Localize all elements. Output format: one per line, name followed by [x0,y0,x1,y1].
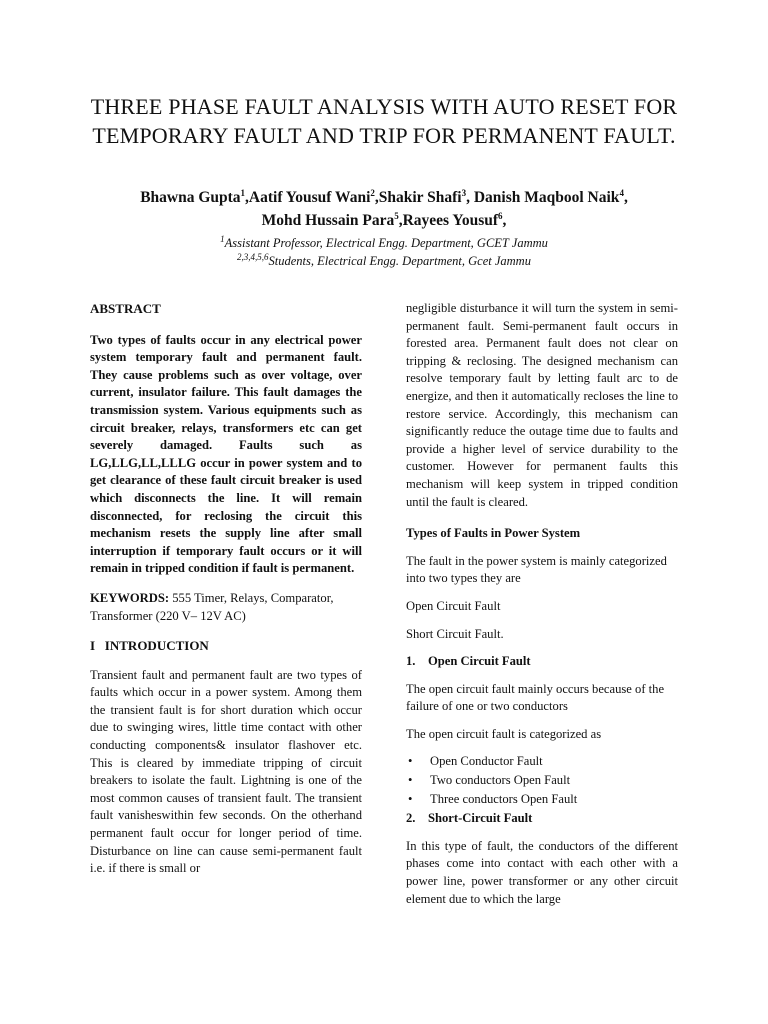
continued-text: negligible disturbance it will turn the system in semi-permanent fault. Semi-permanent fault occurs in forested area. Permanent fault does not clear on tripping & reclosing. The designed mechanism can resolve temporary fault by letting fault arc to de energize, and then it automatically recloses the line to restore service. Accordingly, this mechanism can significantly reduce the outage time due to faults and provide a higher level of service durability to the customer. However for permanent faults this mechanism will keep system in tripped condition until the fault is cleared. [406,301,678,509]
section-short-circuit-heading [406,810,678,828]
author-line-2 [60,209,708,232]
types-text: The fault in the power system is mainly categorized into two types they are [406,553,667,586]
author-name: Aatif Yousuf Wani [248,189,371,206]
abstract-heading: ABSTRACT [90,301,161,316]
author-sup: 1 [240,187,246,198]
author-sep: , [374,189,379,206]
affiliation-sup: 1 [220,233,225,244]
abstract-text: Two types of faults occur in any electrical power system temporary fault and permanent fault. They cause problems such as over voltage, over current, insulator failure. This fault damages the transmission system. Various equipments such as circuit breaker, relays, transformers etc can get severely damaged. Faults such as LG,LLG,LL,LLLG occur in power system and to get clearance of these fault circuit breaker is used which disconnects the line. It will remain disconnected, for reclosing the circuit this mechanism resets the supply line after small interruption if temporary fault occurs or it will remain in tripped condition if fault is permanent. [90,332,362,576]
author-sup: 6 [498,210,503,221]
keywords-label: KEYWORDS: [90,590,170,605]
bullet-icon: • [408,791,413,806]
author-sep: , [502,212,507,229]
list-item-text: Two conductors Open Fault [430,773,571,788]
affiliation-2 [60,252,708,270]
author-name: Shakir Shafi [378,189,462,206]
author-sup: 2 [370,187,375,198]
introduction-text: Transient fault and permanent fault are two types of faults which occur in a power system. Among them the transient fault is for short duration which occur due to swinging wires, little time contact with other conducting components& insulator flashover etc. This is cleared by immediate tripping of circuit breakers to isolate the fault. Lightning is one of the most common causes of transient fault. The transient fault vanisheswithin few seconds. On the otherhand permanent fault occur for longer period of time. Disturbance on line can cause semi-permanent fault i.e. if there is small or [90,667,362,876]
author-sup: 4 [619,187,624,198]
open-circuit-text: The open circuit fault mainly occurs because of the failure of one or two conductors [406,681,665,714]
author-sep: , [398,212,403,229]
keywords [90,590,362,625]
author-name: Rayees Yousuf [402,212,499,229]
introduction-heading: I INTRODUCTION [90,638,209,654]
short-circuit-text: In this type of fault, the conductors of the different phases come into contact with each other with a power line, power transformer or any other circuit element due to which the large [406,838,678,906]
fault-type-short: Short Circuit Fault. [406,626,504,641]
fault-type-open: Open Circuit Fault [406,598,501,613]
author-sep: , [466,189,474,206]
list-item-text: Three conductors Open Fault [430,791,578,806]
author-line-1 [60,186,708,209]
left-column [90,300,362,878]
author-sep: , [245,189,249,206]
section-open-circuit-heading [406,653,678,671]
affiliation-1 [60,234,708,252]
open-circuit-categories-intro: The open circuit fault is categorized as [406,726,602,741]
affiliation-text: Assistant Professor, Electrical Engg. Department, GCET Jammu [224,236,548,250]
affiliations [60,234,708,270]
keywords-text: 555 Timer, Relays, Comparator, Transformer (220 V– 12V AC) [90,590,334,623]
author-name: Mohd Hussain Para [261,212,395,229]
types-heading: Types of Faults in Power System [406,526,581,541]
author-list [60,186,708,232]
author-sup: 3 [461,187,467,198]
section-title: Open Circuit Fault [428,654,531,669]
section-number: 1. [406,654,416,669]
section-title: Short-Circuit Fault [428,811,533,826]
author-sup: 5 [394,210,399,221]
affiliation-sup: 2,3,4,5,6 [237,251,269,262]
section-number: 2. [406,811,416,826]
bullet-icon: • [408,754,413,769]
list-item [406,772,678,790]
list-item [406,791,678,809]
right-column [406,300,678,908]
list-item [406,753,678,771]
open-circuit-categories-list [406,753,678,808]
list-item-text: Open Conductor Fault [430,754,543,769]
author-name: Bhawna Gupta [140,189,241,206]
affiliation-text: Students, Electrical Engg. Department, Gcet Jammu [268,254,531,268]
paper-title: THREE PHASE FAULT ANALYSIS WITH AUTO RESET FOR TEMPORARY FAULT AND TRIP FOR PERMANENT FAULT. [90,94,678,148]
bullet-icon: • [408,773,413,788]
author-sep: , [623,189,628,206]
author-name: Danish Maqbool Naik [473,189,620,206]
